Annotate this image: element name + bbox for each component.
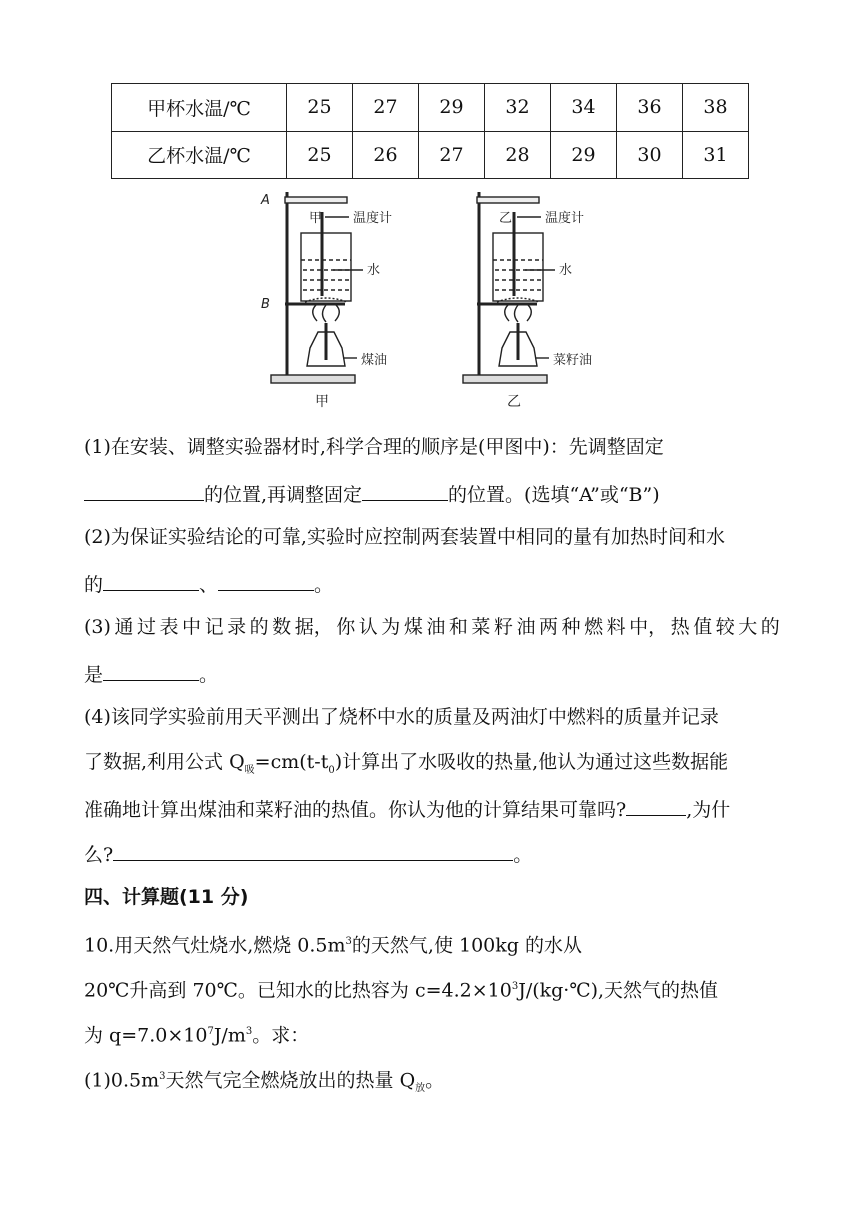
table-cell: 30 xyxy=(617,131,683,179)
text-char: 中 xyxy=(182,616,202,638)
cup-label: 乙 xyxy=(499,211,513,226)
superscript: 3 xyxy=(511,981,519,992)
beaker xyxy=(301,233,351,301)
figure-caption: 甲 xyxy=(315,394,329,410)
apparatus-right xyxy=(463,192,592,410)
answer-blank[interactable] xyxy=(218,568,314,591)
text-char: 热 xyxy=(670,616,690,638)
question-text: 的位置,再调整固定 xyxy=(204,484,363,506)
question-4-line-2 xyxy=(84,748,728,785)
text-char: 料 xyxy=(606,616,626,638)
question-text: 。 xyxy=(314,574,334,596)
question-text: 。求： xyxy=(252,1024,310,1047)
water-temperature-table xyxy=(111,83,749,179)
question-text: 的 xyxy=(84,574,104,596)
table-cell: 38 xyxy=(683,84,749,132)
question-text: 的位置。(选填“A”或“B”) xyxy=(448,484,660,506)
question-text: (1)0.5m xyxy=(84,1069,160,1092)
answer-blank[interactable] xyxy=(84,478,204,501)
text-char: 油 xyxy=(516,616,536,638)
apparatus-left xyxy=(260,192,392,410)
text-char: 值 xyxy=(693,616,713,638)
experiment-apparatus-figure xyxy=(255,188,625,414)
section-heading: 四、计算题(11 分) xyxy=(84,886,249,908)
text-char: 记 xyxy=(204,616,224,638)
superscript: 3 xyxy=(159,1071,166,1082)
question-10-part-1 xyxy=(84,1063,444,1103)
beaker xyxy=(493,233,543,301)
subscript: 放 xyxy=(415,1083,426,1095)
figure-caption: 乙 xyxy=(507,394,521,410)
superscript: 3 xyxy=(245,1026,253,1037)
water-label: 水 xyxy=(367,263,381,278)
question-text: 10.用天然气灶烧水,燃烧 0.5m xyxy=(84,934,346,957)
table-cell: 29 xyxy=(551,131,617,179)
text-char: 燃 xyxy=(584,616,604,638)
question-text: 。 xyxy=(425,1069,445,1092)
question-text: 、 xyxy=(199,574,219,596)
question-text: 为 q=7.0×10 xyxy=(84,1024,208,1047)
table-cell: 28 xyxy=(485,131,551,179)
question-3-line-2 xyxy=(84,658,218,689)
table-cell: 25 xyxy=(287,84,353,132)
question-10-line-3 xyxy=(84,1018,309,1049)
question-text: 的天然气,使 100kg 的水从 xyxy=(351,934,582,957)
question-text: =cm(t-t xyxy=(254,751,329,773)
table-cell: 27 xyxy=(419,131,485,179)
text-char: 你 xyxy=(336,616,356,638)
question-text: )计算出了水吸收的热量,他认为通过这些数据能 xyxy=(334,751,729,773)
subscript: 吸 xyxy=(244,764,255,776)
row-label: 甲杯水温/℃ xyxy=(112,84,287,132)
text-char: 录 xyxy=(227,616,247,638)
stand-base xyxy=(463,375,547,383)
flame xyxy=(313,305,340,322)
text-char: 过 xyxy=(136,616,156,638)
cup-label: 甲 xyxy=(309,211,323,226)
text-char: 油 xyxy=(426,616,446,638)
clamp-a xyxy=(285,197,347,203)
question-2-line-1: (2)为保证实验结论的可靠,实验时应控制两套装置中相同的量有加热时间和水 xyxy=(84,526,725,548)
question-text: 。 xyxy=(513,844,533,866)
answer-blank[interactable] xyxy=(362,478,448,501)
question-text: 天然气完全燃烧放出的热量 Q xyxy=(165,1069,416,1092)
table-cell: 36 xyxy=(617,84,683,132)
superscript: 7 xyxy=(207,1026,214,1037)
question-text: J/m xyxy=(213,1024,246,1047)
question-text: ,为什 xyxy=(686,799,731,821)
text-char: 较 xyxy=(715,616,735,638)
question-text: 。 xyxy=(199,664,219,686)
thermometer-label: 温度计 xyxy=(353,211,393,226)
thermometer-label: 温度计 xyxy=(545,211,585,226)
row-label: 乙杯水温/℃ xyxy=(112,131,287,179)
text-char: 大 xyxy=(738,616,758,638)
answer-blank[interactable] xyxy=(103,568,199,591)
text-char: 的 xyxy=(760,616,780,638)
fuel-label: 煤油 xyxy=(361,353,388,368)
text-char: 煤 xyxy=(403,616,423,638)
text-char: 种 xyxy=(561,616,581,638)
table-cell: 29 xyxy=(419,84,485,132)
question-4-line-1: (4)该同学实验前用天平测出了烧杯中水的质量及两油灯中燃料的质量并记录 xyxy=(84,706,719,728)
table-cell: 34 xyxy=(551,84,617,132)
text-char: 据， xyxy=(294,616,333,638)
text-char: 和 xyxy=(448,616,468,638)
table-cell: 32 xyxy=(485,84,551,132)
text-char: 菜 xyxy=(471,616,491,638)
text-char: 中， xyxy=(629,616,668,638)
table-cell: 25 xyxy=(287,131,353,179)
question-text: 么? xyxy=(84,844,114,866)
question-4-line-4 xyxy=(84,838,532,869)
superscript: 3 xyxy=(345,936,352,947)
table-cell: 26 xyxy=(353,131,419,179)
water-label: 水 xyxy=(559,263,573,278)
answer-blank[interactable] xyxy=(103,658,199,681)
text-char: 认 xyxy=(358,616,378,638)
text-char: 籽 xyxy=(493,616,513,638)
question-2-line-2 xyxy=(84,568,333,599)
question-text: J/(kg·℃),天然气的热值 xyxy=(518,979,719,1002)
text-char: 数 xyxy=(272,616,292,638)
fuel-label: 菜籽油 xyxy=(553,353,593,368)
text-char: 通 xyxy=(114,616,134,638)
flame xyxy=(505,305,532,322)
table-cell: 27 xyxy=(353,84,419,132)
question-1-line-1: (1)在安装、调整实验器材时,科学合理的顺序是(甲图中)：先调整固定 xyxy=(84,436,664,458)
text-char: 的 xyxy=(249,616,269,638)
question-10-line-1 xyxy=(84,928,582,959)
question-1-line-2 xyxy=(84,478,660,509)
clamp-a xyxy=(477,197,539,203)
text-char: (3) xyxy=(84,616,111,638)
question-text: 准确地计算出煤油和菜籽油的热值。你认为他的计算结果可靠吗? xyxy=(84,799,627,821)
subscript: 0 xyxy=(328,764,335,776)
question-text: 是 xyxy=(84,664,104,686)
text-char: 为 xyxy=(381,616,401,638)
label-a: A xyxy=(261,193,270,208)
table-row xyxy=(112,131,749,179)
question-text: 了数据,利用公式 Q xyxy=(84,751,245,773)
stand-base xyxy=(271,375,355,383)
table-cell: 31 xyxy=(683,131,749,179)
text-char: 两 xyxy=(539,616,559,638)
question-text: 20℃升高到 70℃。已知水的比热容为 c=4.2×10 xyxy=(84,979,512,1002)
label-b: B xyxy=(261,297,270,312)
text-char: 表 xyxy=(159,616,179,638)
question-4-line-3 xyxy=(84,793,730,824)
question-3-line-1 xyxy=(84,613,780,641)
table-row xyxy=(112,84,749,132)
answer-blank[interactable] xyxy=(113,838,513,861)
answer-blank[interactable] xyxy=(626,793,686,816)
question-10-line-2 xyxy=(84,973,718,1004)
